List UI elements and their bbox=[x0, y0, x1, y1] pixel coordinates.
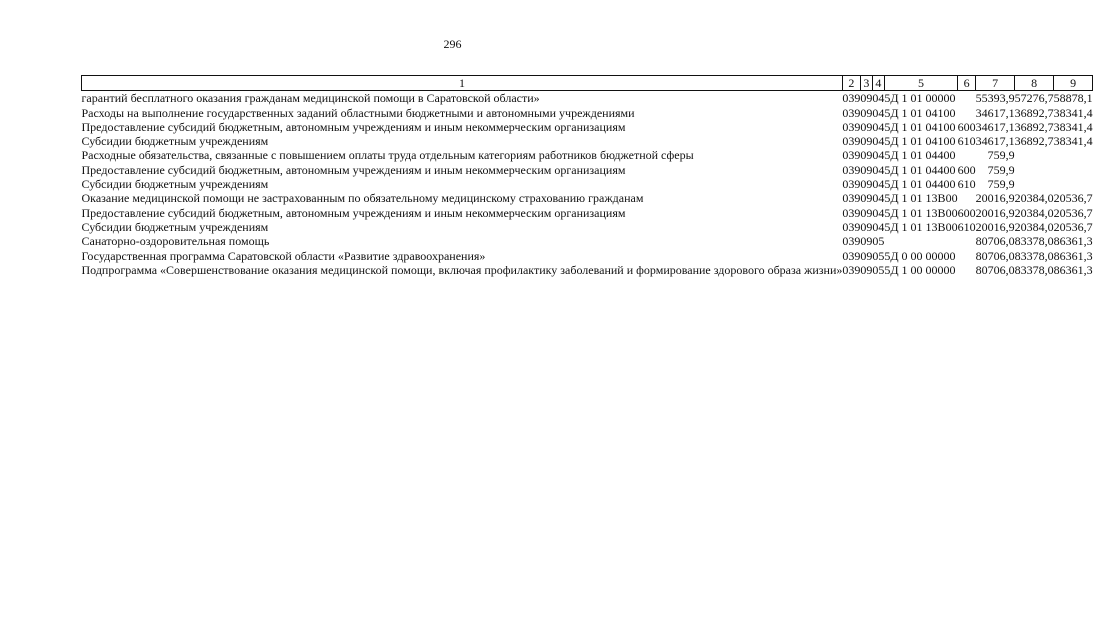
row-name: Расходы на выполнение государственных заданий областными бюджетными и автономными учреждениями bbox=[81, 105, 635, 120]
row-col-2: 039 bbox=[842, 191, 861, 206]
row-col-8: 36892,7 bbox=[1014, 134, 1054, 149]
row-name: Предоставление субсидий бюджетным, автономным учреждениям и иным некоммерческим организациям bbox=[81, 205, 626, 220]
row-col-8: 36892,7 bbox=[1014, 119, 1054, 134]
row-col-6 bbox=[958, 263, 976, 277]
row-col-4: 05 bbox=[872, 262, 885, 277]
row-col-3: 09 bbox=[860, 162, 873, 177]
table-row bbox=[82, 234, 1093, 248]
row-col-6 bbox=[958, 249, 976, 263]
header-col-7: 7 bbox=[976, 76, 1015, 91]
row-col-6: 600 bbox=[957, 205, 976, 220]
row-col-6 bbox=[958, 234, 976, 248]
row-col-9: 20536,7 bbox=[1053, 205, 1093, 220]
row-name: Субсидии бюджетным учреждениям bbox=[81, 219, 269, 234]
row-name: Санаторно-оздоровительная помощь bbox=[81, 234, 270, 249]
row-col-5: 5Д 0 00 00000 bbox=[884, 248, 956, 263]
row-col-8: 83378,0 bbox=[1014, 262, 1054, 277]
row-name: Государственная программа Саратовской области «Развитие здравоохранения» bbox=[81, 248, 486, 263]
row-col-2: 039 bbox=[842, 262, 861, 277]
row-col-8: 83378,0 bbox=[1014, 234, 1054, 249]
row-col-3: 09 bbox=[860, 234, 873, 249]
row-col-2: 039 bbox=[842, 248, 861, 263]
row-col-9: 38341,4 bbox=[1053, 105, 1093, 120]
row-col-9: 20536,7 bbox=[1053, 191, 1093, 206]
row-col-2: 039 bbox=[842, 105, 861, 120]
row-name: гарантий бесплатного оказания гражданам медицинской помощи в Саратовской области» bbox=[81, 91, 540, 106]
row-col-4: 04 bbox=[872, 105, 885, 120]
row-col-8: 57276,7 bbox=[1014, 91, 1054, 106]
row-col-6: 600 bbox=[957, 162, 976, 177]
row-col-6: 600 bbox=[957, 119, 976, 134]
header-col-2: 2 bbox=[842, 76, 860, 91]
row-col-3: 09 bbox=[860, 219, 873, 234]
row-col-9 bbox=[1054, 177, 1093, 191]
row-col-9 bbox=[1054, 148, 1093, 162]
row-name: Подпрограмма «Совершенствование оказания медицинской помощи, включая профилактику заболеваний и формирование здорового образа жизни» bbox=[81, 262, 843, 277]
row-col-6: 610 bbox=[957, 177, 976, 192]
table-row bbox=[82, 191, 1093, 205]
header-col-8: 8 bbox=[1015, 76, 1054, 91]
table-row bbox=[82, 220, 1093, 234]
header-col-9: 9 bbox=[1054, 76, 1093, 91]
row-col-7: 759,9 bbox=[987, 177, 1015, 192]
row-col-7: 20016,9 bbox=[975, 205, 1015, 220]
row-col-3: 09 bbox=[860, 134, 873, 149]
row-col-4: 04 bbox=[872, 134, 885, 149]
row-col-9: 20536,7 bbox=[1053, 219, 1093, 234]
row-col-9: 86361,3 bbox=[1053, 234, 1093, 249]
header-col-4: 4 bbox=[872, 76, 884, 91]
table-row bbox=[82, 120, 1093, 134]
row-col-6 bbox=[958, 91, 976, 106]
row-col-3: 09 bbox=[860, 248, 873, 263]
table-row bbox=[82, 263, 1093, 277]
header-row bbox=[82, 76, 1093, 91]
row-col-3: 09 bbox=[860, 148, 873, 163]
row-col-7: 34617,1 bbox=[975, 119, 1015, 134]
row-name: Субсидии бюджетным учреждениям bbox=[81, 177, 269, 192]
row-col-6: 610 bbox=[957, 219, 976, 234]
header-col-3: 3 bbox=[860, 76, 872, 91]
row-col-4: 04 bbox=[872, 177, 885, 192]
row-col-7: 20016,9 bbox=[975, 191, 1015, 206]
row-col-3: 09 bbox=[860, 205, 873, 220]
table-row bbox=[82, 206, 1093, 220]
row-col-8: 36892,7 bbox=[1014, 105, 1054, 120]
row-col-2: 039 bbox=[842, 134, 861, 149]
table-row bbox=[82, 177, 1093, 191]
row-col-9: 58878,1 bbox=[1053, 91, 1093, 106]
row-col-8: 20384,0 bbox=[1014, 205, 1054, 220]
row-col-3: 09 bbox=[860, 177, 873, 192]
row-col-6: 610 bbox=[957, 134, 976, 149]
row-col-4: 04 bbox=[872, 219, 885, 234]
row-col-5: 5Д 1 01 13В00 bbox=[884, 205, 958, 220]
row-col-7: 759,9 bbox=[987, 162, 1015, 177]
row-name: Субсидии бюджетным учреждениям bbox=[81, 134, 269, 149]
row-col-8: 20384,0 bbox=[1014, 191, 1054, 206]
row-col-5: 5Д 1 01 04100 bbox=[884, 119, 956, 134]
row-col-7: 80706,0 bbox=[975, 262, 1015, 277]
row-col-7: 80706,0 bbox=[975, 234, 1015, 249]
row-name: Оказание медицинской помощи не застрахованным по обязательному медицинскому страхованию гражданам bbox=[81, 191, 644, 206]
row-col-2: 039 bbox=[842, 234, 861, 249]
row-col-5: 5Д 1 01 04400 bbox=[884, 177, 956, 192]
row-col-6 bbox=[958, 106, 976, 120]
page-number: 296 bbox=[443, 37, 462, 51]
row-col-6 bbox=[958, 148, 976, 162]
budget-table bbox=[81, 75, 1093, 277]
table-row bbox=[82, 148, 1093, 162]
row-col-5: 5Д 1 01 04400 bbox=[884, 162, 956, 177]
table-row bbox=[82, 163, 1093, 177]
row-col-2: 039 bbox=[842, 219, 861, 234]
row-col-3: 09 bbox=[860, 119, 873, 134]
header-col-5: 5 bbox=[884, 76, 957, 91]
table-row bbox=[82, 134, 1093, 148]
row-col-6 bbox=[958, 191, 976, 205]
row-col-9: 38341,4 bbox=[1053, 119, 1093, 134]
header-col-1: 1 bbox=[82, 76, 843, 91]
row-name: Предоставление субсидий бюджетным, автономным учреждениям и иным некоммерческим организациям bbox=[81, 119, 626, 134]
row-col-2: 039 bbox=[842, 119, 861, 134]
row-col-3: 09 bbox=[860, 105, 873, 120]
row-col-2: 039 bbox=[842, 91, 861, 106]
row-col-8: 83378,0 bbox=[1014, 248, 1054, 263]
table-row bbox=[82, 249, 1093, 263]
row-col-2: 039 bbox=[842, 148, 861, 163]
row-col-4: 05 bbox=[872, 248, 885, 263]
header-col-6: 6 bbox=[958, 76, 976, 91]
row-col-3: 09 bbox=[860, 91, 873, 106]
row-col-5: 5Д 1 01 04100 bbox=[884, 105, 956, 120]
row-col-2: 039 bbox=[842, 205, 861, 220]
row-col-5: 5Д 1 01 13В00 bbox=[884, 191, 958, 206]
row-col-9: 86361,3 bbox=[1053, 262, 1093, 277]
row-col-7: 759,9 bbox=[987, 148, 1015, 163]
row-col-4: 04 bbox=[872, 148, 885, 163]
row-col-5: 5Д 1 01 13В00 bbox=[884, 219, 958, 234]
row-col-4: 04 bbox=[872, 162, 885, 177]
row-col-7: 20016,9 bbox=[975, 219, 1015, 234]
row-col-3: 09 bbox=[860, 262, 873, 277]
row-col-2: 039 bbox=[842, 177, 861, 192]
row-col-8 bbox=[1015, 163, 1054, 177]
row-col-7: 34617,1 bbox=[975, 105, 1015, 120]
row-name: Расходные обязательства, связанные с повышением оплаты труда отдельным категориям работников бюджетной сферы bbox=[81, 148, 694, 163]
table-row bbox=[82, 106, 1093, 120]
row-name: Предоставление субсидий бюджетным, автономным учреждениям и иным некоммерческим организациям bbox=[81, 162, 626, 177]
row-col-7: 55393,9 bbox=[975, 91, 1015, 106]
row-col-5: 5Д 1 01 04400 bbox=[884, 148, 956, 163]
row-col-4: 04 bbox=[872, 91, 885, 106]
row-col-2: 039 bbox=[842, 162, 861, 177]
row-col-8 bbox=[1015, 148, 1054, 162]
row-col-8 bbox=[1015, 177, 1054, 191]
row-col-5: 5Д 1 01 00000 bbox=[884, 91, 956, 106]
row-col-4: 04 bbox=[872, 119, 885, 134]
row-col-4: 05 bbox=[872, 234, 885, 249]
row-col-9: 86361,3 bbox=[1053, 248, 1093, 263]
row-col-5: 5Д 1 00 00000 bbox=[884, 262, 956, 277]
table-row bbox=[82, 91, 1093, 106]
row-col-7: 80706,0 bbox=[975, 248, 1015, 263]
row-col-9 bbox=[1054, 163, 1093, 177]
row-col-5 bbox=[884, 234, 957, 248]
row-col-4: 04 bbox=[872, 191, 885, 206]
row-col-5: 5Д 1 01 04100 bbox=[884, 134, 956, 149]
row-col-8: 20384,0 bbox=[1014, 219, 1054, 234]
row-col-9: 38341,4 bbox=[1053, 134, 1093, 149]
row-col-7: 34617,1 bbox=[975, 134, 1015, 149]
row-col-3: 09 bbox=[860, 191, 873, 206]
row-col-4: 04 bbox=[872, 205, 885, 220]
